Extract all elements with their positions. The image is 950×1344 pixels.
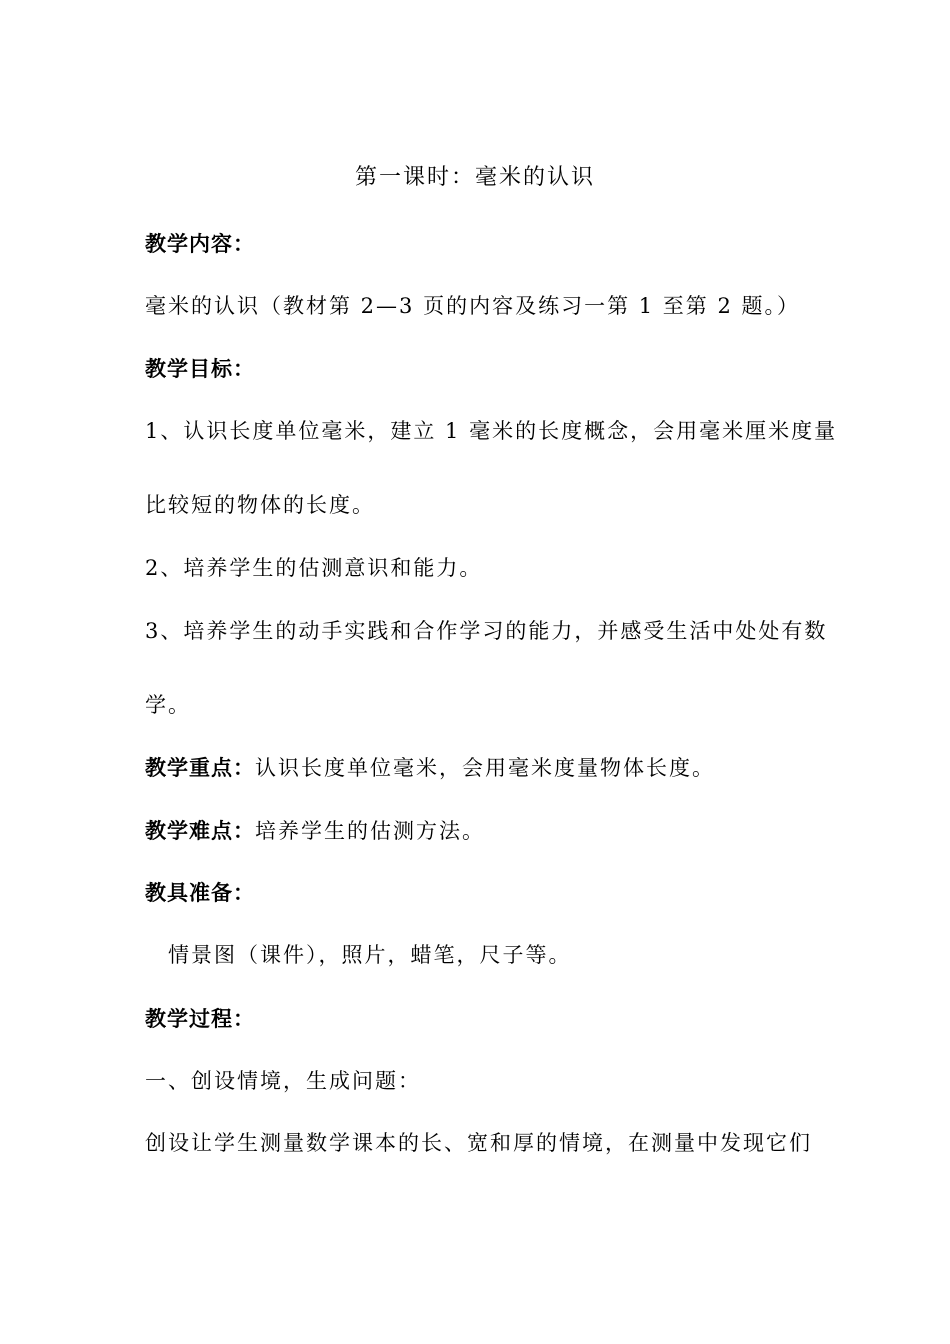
goal-3-line-2: 学。	[145, 693, 191, 717]
lesson-title: 第一课时：毫米的认识	[354, 165, 595, 190]
step-1-text: 创设让学生测量数学课本的长、宽和厚的情境，在测量中发现它们	[145, 1131, 812, 1155]
difficulty-text: 培养学生的估测方法。	[255, 819, 485, 843]
tools-text: 情景图（课件），照片，蜡笔，尺子等。	[168, 943, 572, 967]
step-1-heading: 一、创设情境，生成问题：	[145, 1069, 421, 1093]
key-point	[145, 757, 715, 779]
process-heading: 教学过程：	[145, 1006, 255, 1031]
tools-heading: 教具准备：	[145, 880, 255, 905]
goal-2: 2、培养学生的估测意识和能力。	[145, 556, 483, 580]
content-heading: 教学内容：	[145, 231, 255, 256]
goals-heading: 教学目标：	[145, 356, 255, 381]
goal-1-line-1: 1、认识长度单位毫米，建立 1 毫米的长度概念，会用毫米厘米度量	[145, 419, 838, 443]
content-text: 毫米的认识（教材第 2—3 页的内容及练习一第 1 至第 2 题。）	[145, 294, 800, 318]
difficulty-point	[145, 820, 485, 842]
goal-3-line-1: 3、培养学生的动手实践和合作学习的能力，并感受生活中处处有数	[145, 619, 828, 643]
goal-1-line-2: 比较短的物体的长度。	[145, 493, 375, 517]
difficulty-label: 教学难点：	[145, 818, 255, 843]
key-point-label: 教学重点：	[145, 755, 255, 780]
key-point-text: 认识长度单位毫米，会用毫米度量物体长度。	[255, 756, 715, 780]
